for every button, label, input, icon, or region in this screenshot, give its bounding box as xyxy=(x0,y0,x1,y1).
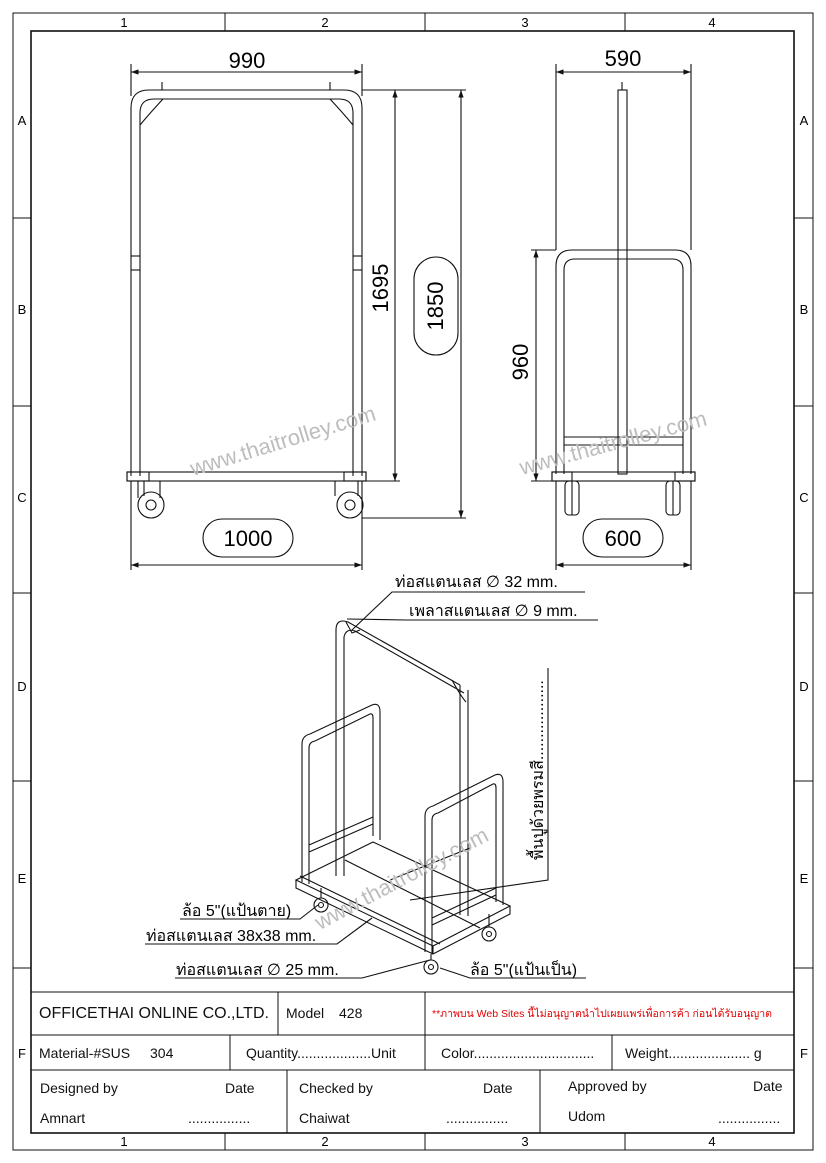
front-overall-height-dimension: 1850 xyxy=(423,281,448,331)
zone-row-d-right: D xyxy=(799,679,809,694)
front-view xyxy=(127,64,466,570)
zone-row-d-left: D xyxy=(17,679,27,694)
zone-row-a-right: A xyxy=(799,113,809,128)
model-value: 428 xyxy=(339,1005,363,1021)
zone-col-2-top: 2 xyxy=(321,15,329,30)
approved-by-label: Approved by xyxy=(568,1078,647,1094)
designer-name: Amnart xyxy=(40,1110,86,1126)
zone-col-3-top: 3 xyxy=(521,15,529,30)
copyright-warning: **ภาพบน Web Sites นี้ไม่อนุญาตนำไปเผยแพร่เพื่อการค้า ก่อนได้รับอนุญาต xyxy=(432,1008,772,1020)
callout-floor-carpet: พื้นปูด้วยพรมสี.................. xyxy=(530,680,547,860)
zone-row-f-right: F xyxy=(800,1046,808,1061)
company-name: OFFICETHAI ONLINE CO.,LTD. xyxy=(39,1005,269,1022)
zone-col-2-bottom: 2 xyxy=(321,1134,329,1149)
weight-field: Weight..................... g xyxy=(625,1045,762,1061)
designed-date-label: Date xyxy=(225,1080,255,1096)
front-watermark: www.thaitrolley.com xyxy=(186,400,379,481)
side-view xyxy=(531,64,695,570)
side-frame-height-dimension: 960 xyxy=(508,343,533,381)
zone-col-4-bottom: 4 xyxy=(708,1134,716,1149)
zone-row-e-right: E xyxy=(799,871,809,886)
designed-by-label: Designed by xyxy=(40,1080,118,1096)
material-label: Material-#SUS xyxy=(39,1045,131,1061)
zone-row-b-right: B xyxy=(799,302,809,317)
side-base-depth-dimension: 600 xyxy=(604,526,642,551)
zone-row-f-left: F xyxy=(18,1046,26,1061)
zone-row-c-right: C xyxy=(799,490,809,505)
front-base-width-dimension: 1000 xyxy=(223,526,273,551)
approver-name: Udom xyxy=(568,1108,606,1124)
callout-caster-fixed: ล้อ 5"(แป้นตาย) xyxy=(182,903,292,920)
color-field: Color............................... xyxy=(441,1045,595,1061)
iso-watermark: www.thaitrolley.com xyxy=(310,822,493,935)
model-label: Model xyxy=(286,1005,325,1021)
zone-col-1-top: 1 xyxy=(120,15,128,30)
zone-row-b-left: B xyxy=(17,302,27,317)
callout-caster-swivel: ล้อ 5"(แป้นเป็น) xyxy=(470,962,578,979)
callout-plate-9mm: เพลาสแตนเลส ∅ 9 mm. xyxy=(409,603,578,620)
side-watermark: www.thaitrolley.com xyxy=(516,405,710,480)
checked-date-label: Date xyxy=(483,1080,513,1096)
zone-row-c-left: C xyxy=(17,490,27,505)
checked-date-value: ................ xyxy=(446,1110,509,1126)
approved-date-label: Date xyxy=(753,1078,783,1094)
callout-tube-25mm: ท่อสแตนเลส ∅ 25 mm. xyxy=(176,962,339,979)
checker-name: Chaiwat xyxy=(299,1110,350,1126)
quantity-field: Quantity...................Unit xyxy=(246,1045,396,1061)
callout-tube-38x38: ท่อสแตนเลส 38x38 mm. xyxy=(146,928,317,945)
zone-col-3-bottom: 3 xyxy=(521,1134,529,1149)
side-top-depth-dimension: 590 xyxy=(604,46,642,71)
designed-date-value: ................ xyxy=(188,1110,251,1126)
callout-tube-32mm: ท่อสแตนเลส ∅ 32 mm. xyxy=(395,574,558,591)
zone-row-a-left: A xyxy=(17,113,27,128)
zone-col-1-bottom: 1 xyxy=(120,1134,128,1149)
front-inner-height-dimension: 1695 xyxy=(368,263,393,313)
checked-by-label: Checked by xyxy=(299,1080,373,1096)
material-value: 304 xyxy=(150,1045,174,1061)
zone-row-e-left: E xyxy=(17,871,27,886)
front-top-width-dimension: 990 xyxy=(228,48,266,73)
approved-date-value: ................ xyxy=(718,1110,781,1126)
zone-col-4-top: 4 xyxy=(708,15,716,30)
